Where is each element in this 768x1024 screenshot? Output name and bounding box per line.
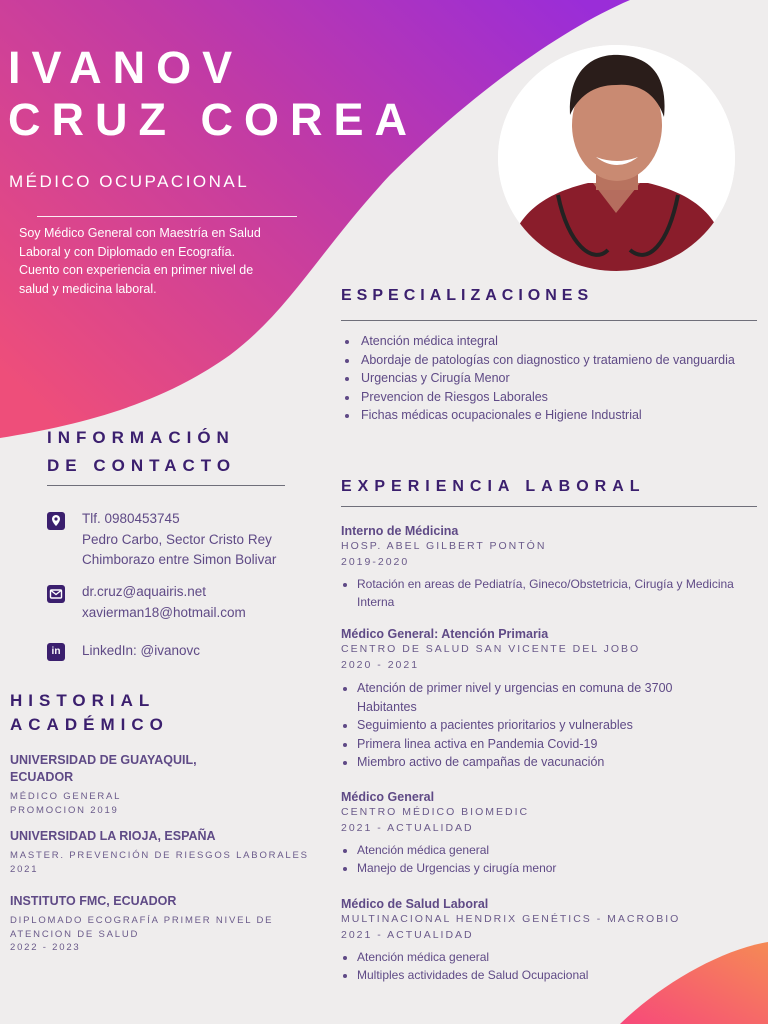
contact-divider	[47, 485, 285, 486]
list-item: • Multiples actividades de Salud Ocupacional	[357, 967, 741, 985]
contact-heading-line-2: DE CONTACTO	[47, 456, 237, 475]
profile-summary: Soy Médico General con Maestría en Salud Laboral y con Diplomado en Ecografía. Cuento con experiencia en primer nivel de salud y medicina laboral.	[19, 226, 261, 296]
contact-heading	[47, 424, 236, 480]
job-title: Médico General	[341, 790, 435, 804]
email-link[interactable]: dr.cruz@aquairis.net	[82, 584, 207, 599]
job-bullets	[341, 679, 727, 772]
education-year: PROMOCION 2019	[10, 804, 119, 816]
list-item: • Abordaje de patologías con diagnostico y tratamieno de vanguardia	[359, 351, 759, 370]
list-item: • Manejo de Urgencias y cirugía menor	[357, 860, 741, 878]
list-item: • Atención médica general	[357, 842, 741, 860]
mail-icon	[47, 585, 65, 603]
email-block	[82, 582, 246, 623]
phone-address-block	[82, 509, 276, 571]
list-item: • Atención médica general	[357, 949, 741, 967]
specializations-divider	[341, 320, 757, 321]
list-item: • Miembro activo de campañas de vacunación	[357, 753, 727, 772]
list-item: • Atención médica integral	[359, 332, 759, 351]
list-item: • Prevencion de Riesgos Laborales	[359, 388, 759, 407]
job-bullets	[341, 949, 741, 984]
profile-photo	[498, 45, 735, 271]
education-institution: UNIVERSIDAD LA RIOJA, ESPAÑA	[10, 829, 216, 843]
job-title: Interno de Médicina	[341, 524, 459, 538]
job-period: 2021 - ACTUALIDAD	[341, 929, 474, 941]
job-place: MULTINACIONAL HENDRIX GENÉTICS - MACROBIO	[341, 913, 681, 925]
education-institution: INSTITUTO FMC, ECUADOR	[10, 894, 177, 908]
address-line: Pedro Carbo, Sector Cristo Rey	[82, 531, 272, 547]
job-entry	[341, 897, 741, 984]
job-bullets	[341, 576, 741, 611]
list-item: • Primera linea activa en Pandemia Covid-19	[357, 735, 727, 754]
education-degree: DIPLOMADO ECOGRAFÍA PRIMER NIVEL DE ATENCION DE SALUD	[10, 915, 274, 940]
job-place: CENTRO DE SALUD SAN VICENTE DEL JOBO	[341, 643, 641, 655]
job-place: CENTRO MÉDICO BIOMEDIC	[341, 806, 530, 818]
phone-number: Tlf. 0980453745	[82, 511, 180, 526]
experience-divider	[341, 506, 757, 507]
job-role: MÉDICO OCUPACIONAL	[9, 172, 250, 191]
name-line-2: CRUZ COREA	[8, 94, 418, 145]
experience-heading: EXPERIENCIA LABORAL	[341, 478, 646, 495]
email-link[interactable]: xavierman18@hotmail.com	[82, 604, 246, 620]
list-item: • Fichas médicas ocupacionales e Higiene Industrial	[359, 406, 759, 425]
education-item	[10, 893, 282, 955]
job-period: 2020 - 2021	[341, 659, 420, 671]
education-heading-line-1: HISTORIAL	[10, 691, 156, 710]
specializations-list	[341, 332, 759, 425]
education-item	[10, 752, 250, 817]
contact-heading-line-1: INFORMACIÓN	[47, 428, 235, 447]
education-degree: MÉDICO GENERAL	[10, 791, 122, 802]
education-year: 2021	[10, 863, 39, 875]
job-entry	[341, 524, 741, 611]
list-item: • Seguimiento a pacientes prioritarios y vulnerables	[357, 716, 727, 735]
job-entry	[341, 627, 741, 772]
linkedin-link[interactable]: LinkedIn: @ivanovc	[82, 643, 201, 658]
job-title: Médico General: Atención Primaria	[341, 627, 549, 641]
list-item: • Atención de primer nivel y urgencias en comuna de 3700 Habitantes	[357, 679, 727, 716]
job-bullets	[341, 842, 741, 877]
education-year: 2022 - 2023	[10, 942, 81, 953]
linkedin-icon: in	[47, 643, 65, 661]
specializations-heading: ESPECIALIZACIONES	[341, 287, 594, 304]
education-degree: MASTER. PREVENCIÓN DE RIESGOS LABORALES	[10, 850, 309, 861]
education-institution: UNIVERSIDAD DE GUAYAQUIL, ECUADOR	[10, 753, 197, 784]
education-item	[10, 828, 310, 876]
job-period: 2019-2020	[341, 556, 410, 568]
map-pin-icon	[47, 512, 65, 530]
job-place: HOSP. ABEL GILBERT PONTÓN	[341, 540, 547, 552]
name-line-1: IVANOV	[8, 42, 244, 93]
list-item: • Urgencias y Cirugía Menor	[359, 369, 759, 388]
name-title	[8, 42, 418, 146]
education-heading-line-2: ACADÉMICO	[10, 715, 169, 734]
address-line: Chimborazo entre Simon Bolivar	[82, 552, 277, 567]
job-entry	[341, 790, 741, 877]
education-heading	[10, 689, 169, 737]
list-item: • Rotación en areas de Pediatría, Gineco/Obstetricia, Cirugía y Medicina Interna	[357, 576, 741, 611]
header-divider	[37, 216, 297, 217]
job-period: 2021 - ACTUALIDAD	[341, 822, 474, 834]
job-title: Médico de Salud Laboral	[341, 897, 489, 911]
